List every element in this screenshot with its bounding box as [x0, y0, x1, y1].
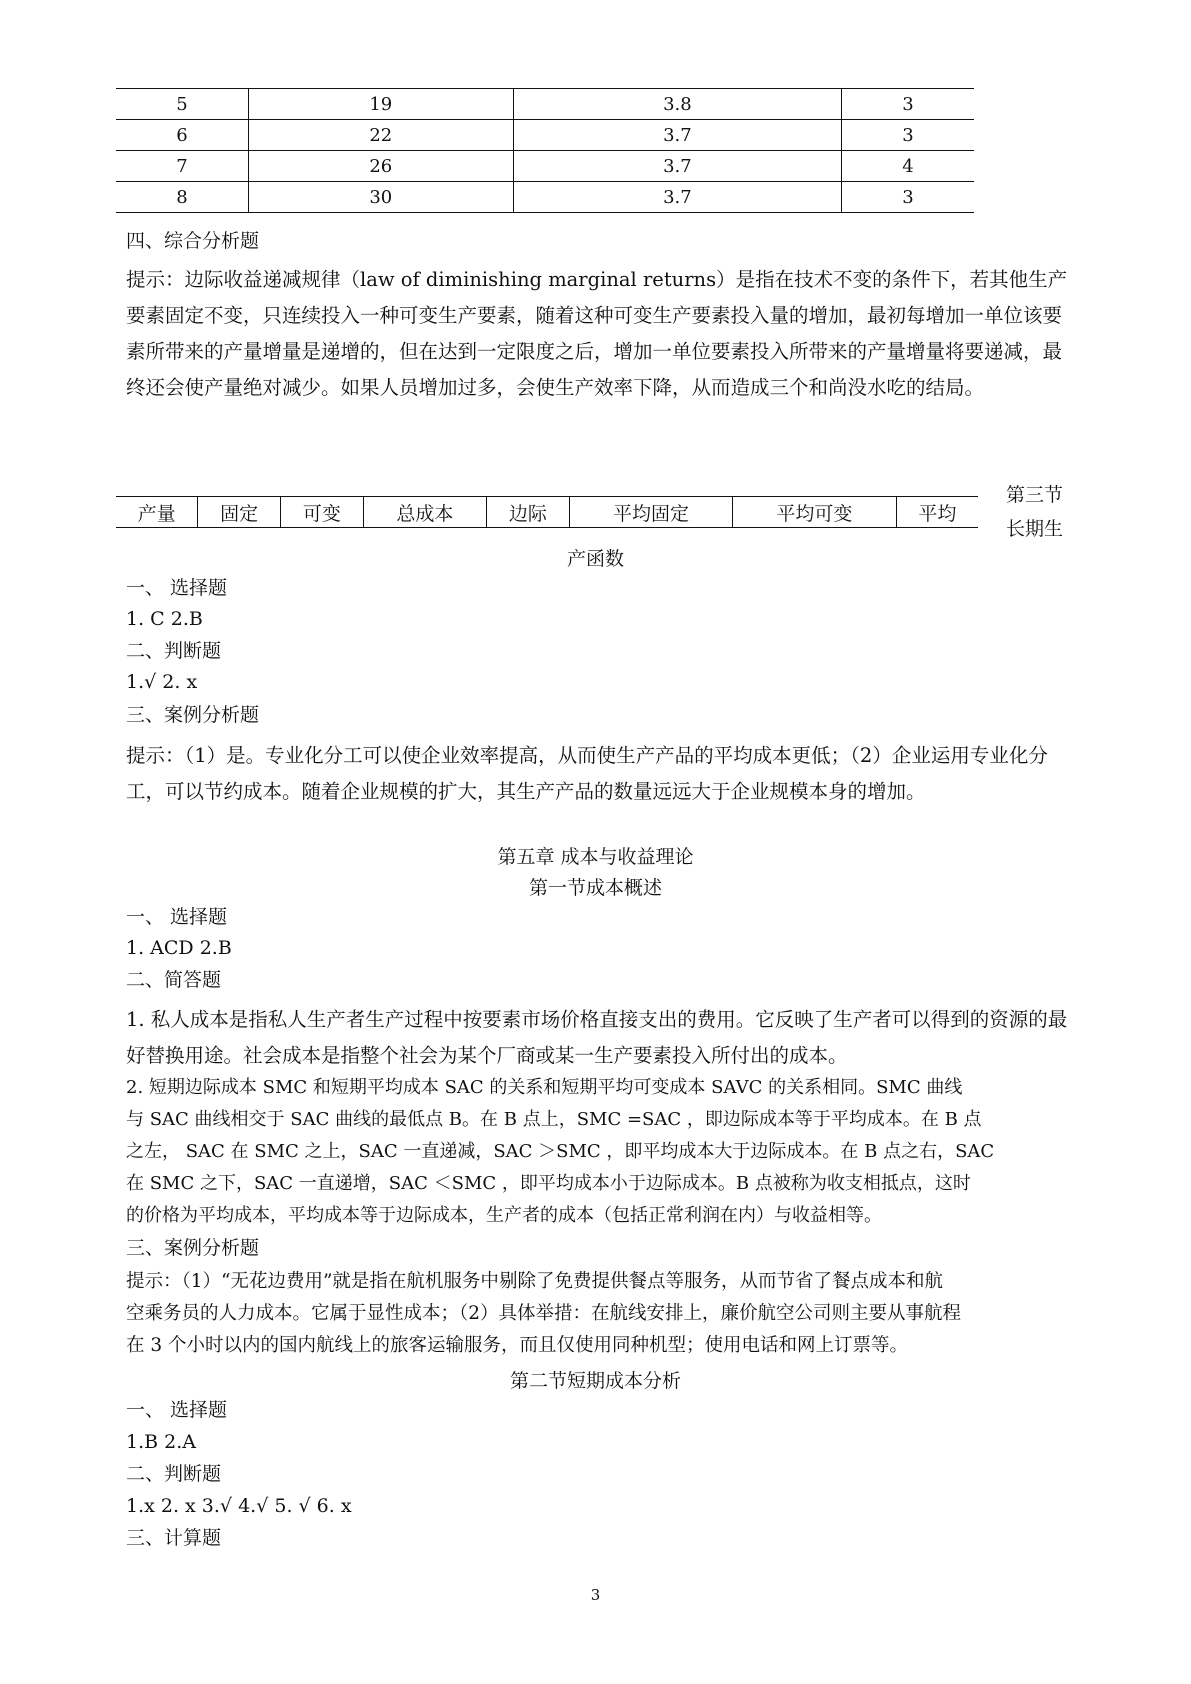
short-answer-2-line: 在 SMC 之下，SAC 一直递增，SAC ＜SMC ，即平均成本小于边际成本。B 点被称为收支相抵点，这时	[126, 1173, 971, 1194]
table-cell: 22	[248, 120, 513, 151]
header-avg-fixed: 平均固定	[569, 497, 732, 528]
table-row	[116, 120, 974, 151]
choice-answers: 1.B 2.A	[126, 1431, 196, 1453]
table-cell: 5	[116, 89, 248, 120]
table-cell: 19	[248, 89, 513, 120]
table-cell: 3.7	[513, 151, 841, 182]
choice-heading: 一、 选择题	[126, 906, 228, 928]
table-cell: 8	[116, 182, 248, 213]
case-heading: 三、案例分析题	[126, 704, 260, 726]
table-cell: 3.8	[513, 89, 841, 120]
judge-heading: 二、判断题	[126, 1463, 222, 1485]
header-variable: 可变	[281, 497, 364, 528]
table-row	[116, 151, 974, 182]
choice-heading: 一、 选择题	[126, 577, 228, 599]
header-avg-variable: 平均可变	[733, 497, 896, 528]
table-cell: 3	[842, 89, 974, 120]
short-answer-1: 1. 私人成本是指私人生产者生产过程中按要素市场价格直接支出的费用。它反映了生产者可以得到的资源的最好替换用途。社会成本是指整个社会为某个厂商或某一生产要素投入所付出的成本。	[126, 1008, 1068, 1067]
section-title-part1: 第三节	[1006, 484, 1064, 506]
short-answer-2-line: 与 SAC 曲线相交于 SAC 曲线的最低点 B。在 B 点上，SMC =SAC ，即边际成本等于平均成本。在 B 点	[126, 1109, 982, 1130]
table-cell: 30	[248, 182, 513, 213]
choice-heading: 一、 选择题	[126, 1399, 228, 1421]
table-row	[116, 89, 974, 120]
page-number: 3	[590, 1586, 601, 1604]
table-cell: 26	[248, 151, 513, 182]
short-answer-heading: 二、简答题	[126, 969, 222, 991]
case-line: 空乘务员的人力成本。它属于显性成本；（2）具体举措：在航线安排上，廉价航空公司则主要从事航程	[126, 1303, 962, 1324]
table-cell: 7	[116, 151, 248, 182]
case-line: 在 3 个小时以内的国内航线上的旅客运输服务，而且仅使用同种机型；使用电话和网上订票等。	[126, 1335, 909, 1356]
short-answer-2-line: 2. 短期边际成本 SMC 和短期平均成本 SAC 的关系和短期平均可变成本 SAVC 的关系相同。SMC 曲线	[126, 1077, 963, 1098]
table-cell: 3.7	[513, 120, 841, 151]
top-data-table	[116, 88, 974, 213]
choice-answers: 1. C 2.B	[126, 608, 203, 630]
judge-answers: 1.x 2. x 3.√ 4.√ 5. √ 6. x	[126, 1495, 352, 1517]
section4-heading: 四、综合分析题	[126, 230, 260, 252]
short-answer-2-line: 之左， SAC 在 SMC 之上，SAC 一直递减，SAC ＞SMC ，即平均成本大于边际成本。在 B 点之右，SAC	[126, 1141, 995, 1162]
case-heading: 三、案例分析题	[126, 1237, 260, 1259]
header-output: 产量	[116, 497, 198, 528]
header-marginal: 边际	[486, 497, 569, 528]
table-row	[116, 182, 974, 213]
chapter-title: 第五章 成本与收益理论	[497, 846, 694, 868]
header-average: 平均	[896, 497, 978, 528]
table-cell: 6	[116, 120, 248, 151]
section4-text: 提示：边际收益递减规律（law of diminishing marginal returns）是指在技术不变的条件下，若其他生产要素固定不变，只连续投入一种可变生产要素，随着这种可变生产要素投入量的增加，最初每增加一单位该要素所带来的产量增量是递增的，但在达到一定限度之后，增加一单位要素投入所带来的产量增量将要递减，最终还会使产量绝对减少。如果人员增加过多，会使生产效率下降，从而造成三个和尚没水吃的结局。	[126, 268, 1068, 399]
table-cell: 3	[842, 182, 974, 213]
case-line: 提示：（1）“无花边费用”就是指在航机服务中剔除了免费提供餐点等服务，从而节省了餐点成本和航	[126, 1271, 943, 1292]
choice-answers: 1. ACD 2.B	[126, 937, 232, 959]
judge-answers: 1.√ 2. x	[126, 671, 198, 693]
section1-title: 第一节成本概述	[528, 877, 662, 899]
cost-table-header	[116, 496, 978, 528]
header-fixed: 固定	[198, 497, 281, 528]
judge-heading: 二、判断题	[126, 640, 222, 662]
case-text: 提示：（1）是。专业化分工可以使企业效率提高，从而使生产产品的平均成本更低；（2）企业运用专业化分工，可以节约成本。随着企业规模的扩大，其生产产品的数量远远大于企业规模本身的增加。	[126, 744, 1048, 803]
section2-title: 第二节短期成本分析	[509, 1370, 681, 1392]
header-total-cost: 总成本	[363, 497, 486, 528]
table-cell: 3	[842, 120, 974, 151]
short-answer-2-line: 的价格为平均成本，平均成本等于边际成本，生产者的成本（包括正常利润在内）与收益相等。	[126, 1205, 882, 1226]
table-cell: 4	[842, 151, 974, 182]
section-title-part2: 长期生	[1006, 518, 1064, 540]
table-row	[116, 497, 978, 528]
calc-heading: 三、计算题	[126, 1527, 222, 1549]
table-cell: 3.7	[513, 182, 841, 213]
section-title-part3: 产函数	[566, 548, 624, 570]
